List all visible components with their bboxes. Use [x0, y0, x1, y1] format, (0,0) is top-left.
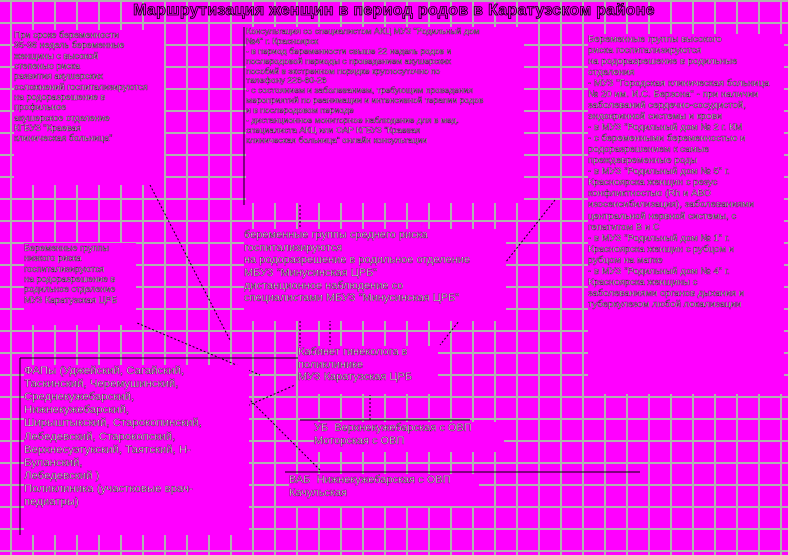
connector-left-top: [150, 185, 230, 340]
text-line: специалиста АКЦ или ОАР КГБУЗ "Краевая: [246, 124, 421, 135]
text-line: клиническая больница": [14, 133, 113, 144]
text-line: акушерское отделение: [14, 112, 110, 123]
text-line: Консультация со специалистом АКЦ МУЗ "Родильный дом: [246, 27, 480, 36]
text-line: конфликтностью (Rh и АВО: [588, 188, 712, 200]
text-line: эндокринной системы и крови: [588, 111, 723, 123]
text-line: на родоразрешение в: [24, 274, 116, 285]
text-line: При сроке беременности: [14, 30, 119, 40]
text-line: преждевременные роды: [588, 155, 698, 167]
text-line: Буланский,: [24, 456, 83, 469]
text-line: - в период беременности свыше 22 недель родов и: [246, 45, 452, 56]
text-line: дистанционное наблюдение со: [244, 279, 404, 292]
box-medium-risk: [244, 229, 506, 321]
text-line: степенью риска: [14, 61, 80, 72]
text-line: мероприятий по реанимации и интенсивной терапии родов: [246, 95, 484, 106]
text-line: - в МУЗ "Родильный дом № 4" г.: [588, 265, 730, 277]
text-line: родоразрешением к самые: [588, 144, 710, 156]
text-line: Таскинский, Черемушинский,: [24, 378, 179, 391]
text-line: 35-36 недель беременные: [14, 40, 125, 51]
text-line: послеродовой периоды с проведением акушерских: [246, 55, 452, 66]
text-line: Лебедевский, Старокопский,: [24, 430, 176, 443]
text-line: УБ Верхнекужебарская с ОВП: [314, 422, 472, 434]
text-line: Кабинет гинеколога в: [298, 346, 408, 358]
text-line: риска госпитализируются: [588, 45, 702, 57]
text-line: Верхнесуэтукский, Таятский, Н-: [24, 443, 191, 456]
text-line: госпитализируются: [244, 241, 343, 254]
text-line: ВАБ Нижнекужебарская с ОВП: [289, 474, 451, 486]
text-line: развития акушерских: [14, 71, 104, 82]
text-line: Красноярска женщины с: [588, 276, 698, 288]
text-line: профильное: [14, 102, 67, 113]
text-line: Ширыштыкский, Старокопинский,: [24, 417, 202, 430]
text-line: пособий в экстренном порядке круглосуточно по: [246, 65, 441, 76]
text-line: Поликлиника (участковые врач-: [24, 482, 193, 495]
text-line: гепатитом В и С: [588, 221, 660, 233]
box-ub: [314, 422, 504, 452]
text-line: - в МУЗ "Родильный дом № 1" г.: [588, 232, 730, 244]
text-line: поликлинике: [298, 358, 364, 371]
text-line: клиническая больница" онлайн консультации: [246, 134, 428, 145]
text-line: - с состоянием и заболеванием, требующим проведения: [246, 85, 474, 96]
text-line: № 20 им. И.С. Берзона" - при наличии: [588, 89, 759, 101]
text-line: №4" г. Красноярск: [246, 35, 319, 46]
text-line: осложнений госпитализируются: [14, 81, 148, 92]
text-line: ФАПы (Уджейский, Сагайский,: [24, 365, 185, 377]
text-line: Лебедевский ): [24, 469, 100, 482]
text-line: Качульская: [289, 486, 348, 499]
box-high-risk-maternity: [588, 34, 784, 394]
page-title: Маршрутизация женщин в период родов в Каратузском районе: [133, 2, 655, 19]
text-line: Красноярска женщин с рубцом и: [588, 243, 735, 255]
text-line: отделения: [588, 67, 635, 79]
text-line: специалистами МБУЗ "Минусинская ЦРБ": [244, 292, 460, 305]
text-line: МБУЗ "Минусинская ЦРБ": [244, 266, 378, 279]
text-line: КГБУЗ "Краевая: [14, 123, 82, 134]
text-line: центральной нервной системы, с: [588, 210, 737, 222]
text-line: Моторская с ОВП: [314, 434, 405, 447]
text-line: беременные группы среднего риска: [244, 229, 428, 241]
text-line: МУЗ Каратузская ЦРБ: [298, 371, 413, 384]
text-line: изосенсибилизация), заболеваниями: [588, 199, 755, 211]
text-line: Среднекужебарский,: [24, 391, 135, 404]
box-consultation-akc: [246, 27, 524, 203]
text-line: на родоразрешение в родильные: [588, 56, 738, 68]
text-line: низкого риска: [24, 253, 82, 264]
box-gynecologist-cabinet: [298, 346, 438, 394]
text-line: Красноярска женщин с резус: [588, 177, 718, 189]
text-line: заболеваниями органов дыхания и: [588, 287, 745, 299]
box-fap-list: [24, 365, 249, 535]
text-line: рубцом на матке: [588, 254, 663, 266]
text-line: - дистанционное мониторное наблюдение для в мед.: [246, 114, 459, 125]
connector-vab: [250, 400, 320, 470]
text-line: Беременные группы: [24, 243, 109, 253]
box-high-risk-early: [14, 30, 164, 185]
text-line: госпитализируются: [24, 263, 105, 274]
text-line: - МУЗ "Городская клиническая больница: [588, 78, 770, 90]
text-line: заболеваний сердечно-сосудистой,: [588, 100, 746, 112]
text-line: и в послеродовом периоде: [246, 105, 354, 115]
text-line: телефону 226-60-26: [246, 75, 327, 86]
text-line: педиатры): [24, 496, 79, 509]
text-line: - с беременными беременностью и: [588, 133, 746, 145]
text-line: - в МУЗ "Родильный дом № 2 г. КМ: [588, 122, 743, 134]
text-line: на родоразрешение в родильное отделение: [244, 254, 471, 267]
text-line: туберкулезом любой локализации: [588, 298, 742, 310]
text-line: на родоразрешение в: [14, 92, 106, 103]
box-low-risk: [24, 243, 136, 325]
text-line: родильное отделение: [24, 284, 116, 295]
text-line: - в МУЗ "Родильный дом № 5" г.: [588, 166, 730, 178]
box-vab: [289, 474, 479, 506]
text-line: Нижнекужебарский,: [24, 404, 130, 417]
text-line: Беременные группы высокого: [588, 34, 722, 45]
text-line: женщины с высокой: [14, 50, 99, 61]
text-line: МУЗ Каратузская ЦРБ: [24, 294, 118, 305]
